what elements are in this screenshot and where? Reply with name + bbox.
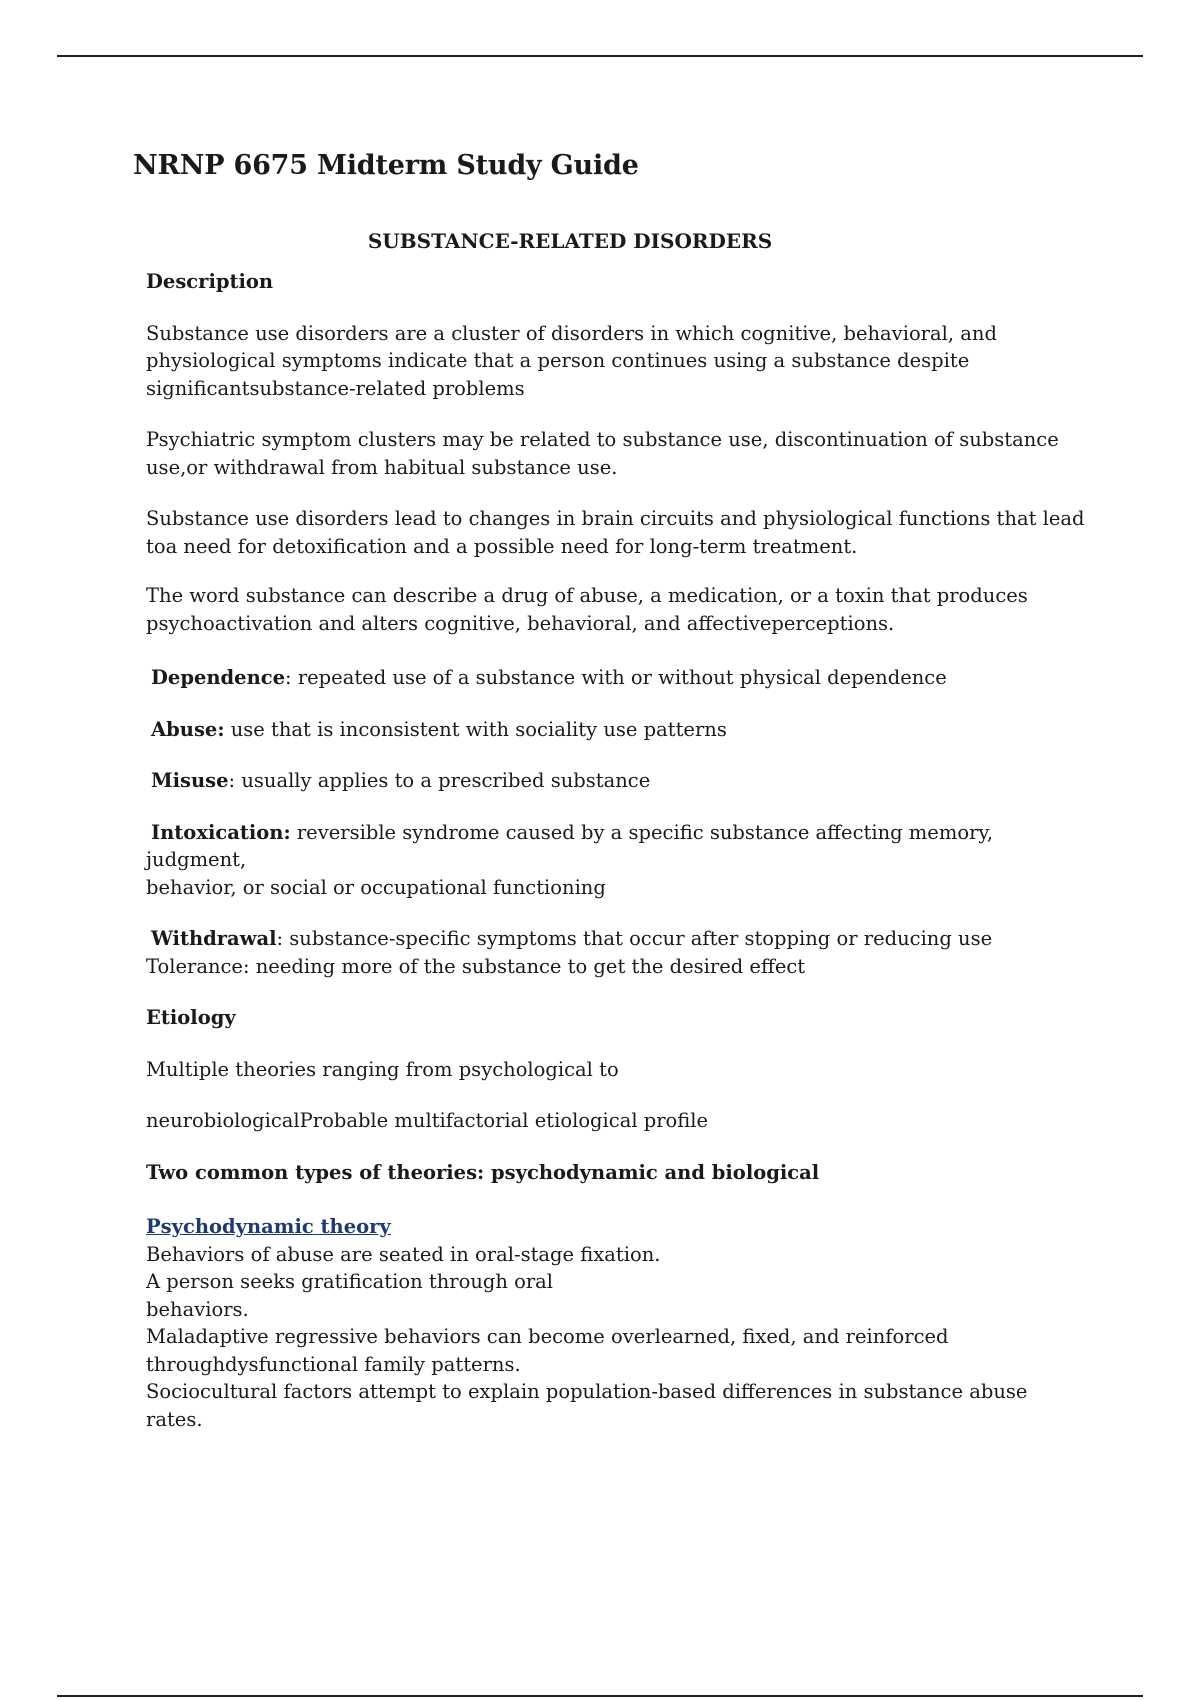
document-body [146,268,1086,1433]
term-intoxication: Intoxication: [151,820,291,844]
description-heading: Description [146,270,274,293]
text-line: A person seeks gratification through oral [146,1270,554,1293]
etiology-heading: Etiology [146,1006,236,1029]
etiology-line-2: neurobiologicalProbable multifactorial etiological profile [146,1109,709,1132]
definition-intoxication [146,819,1086,902]
text-line: toa need for detoxification and a possible need for long-term treatment. [146,534,858,558]
text-line: The word substance can describe a drug of abuse, a medication, or a toxin that produces [146,584,1028,607]
top-rule [57,55,1143,57]
term-misuse: Misuse [151,769,229,792]
text-line: Psychiatric symptom clusters may be related to substance use, discontinuation of substance [146,428,1059,451]
text-line: Behaviors of abuse are seated in oral-stage fixation. [146,1242,661,1266]
theory-types-heading: Two common types of theories: psychodynamic and biological [146,1160,820,1184]
text-line: behaviors. [146,1297,249,1321]
text-line: Substance use disorders are a cluster of disorders in which cognitive, behavioral, and [146,321,997,345]
document-title: NRNP 6675 Midterm Study Guide [133,150,639,181]
description-paragraph-4 [146,582,1086,637]
text-line: use,or withdrawal from habitual substance use. [146,455,618,479]
psychodynamic-theory-link[interactable]: Psychodynamic theory [146,1215,391,1238]
text-line: behavior, or social or occupational functioning [146,875,606,899]
text-line: Substance use disorders lead to changes in brain circuits and physiological functions that lead [146,507,1085,530]
psychodynamic-section [146,1213,1086,1433]
bottom-rule [57,1695,1143,1697]
definition-abuse [146,716,1086,744]
text-line: physiological symptoms indicate that a person continues using a substance despite [146,349,970,372]
description-paragraph-1 [146,320,1086,403]
definition-text: : usually applies to a prescribed substance [228,769,651,792]
definition-text: : repeated use of a substance with or without physical dependence [285,666,947,689]
section-title: SUBSTANCE-RELATED DISORDERS [367,229,773,253]
text-line: Sociocultural factors attempt to explain population-based differences in substance abuse rates. [146,1380,1028,1431]
text-line: psychoactivation and alters cognitive, behavioral, and affectiveperceptions. [146,611,895,635]
etiology-line-1: Multiple theories ranging from psychological to [146,1057,619,1081]
term-abuse: Abuse: [151,717,225,741]
definition-dependence [146,664,1086,692]
description-paragraph-2 [146,426,1086,481]
definition-text: reversible syndrome caused by a specific substance affecting memory, judgment, [146,820,994,871]
text-line: significantsubstance-related problems [146,376,525,400]
tolerance-line: Tolerance: needing more of the substance to get the desired effect [146,954,806,978]
definition-misuse [146,767,1086,795]
text-line: Maladaptive regressive behaviors can become overlearned, fixed, and reinforced [146,1325,949,1348]
description-paragraph-3 [146,505,1086,560]
definition-withdrawal [146,925,1086,980]
definition-text: use that is inconsistent with sociality use patterns [224,717,727,741]
term-withdrawal: Withdrawal [151,927,277,950]
text-line: throughdysfunctional family patterns. [146,1352,521,1376]
definition-text: : substance-specific symptoms that occur after stopping or reducing use [276,927,993,950]
term-dependence: Dependence [151,666,286,689]
